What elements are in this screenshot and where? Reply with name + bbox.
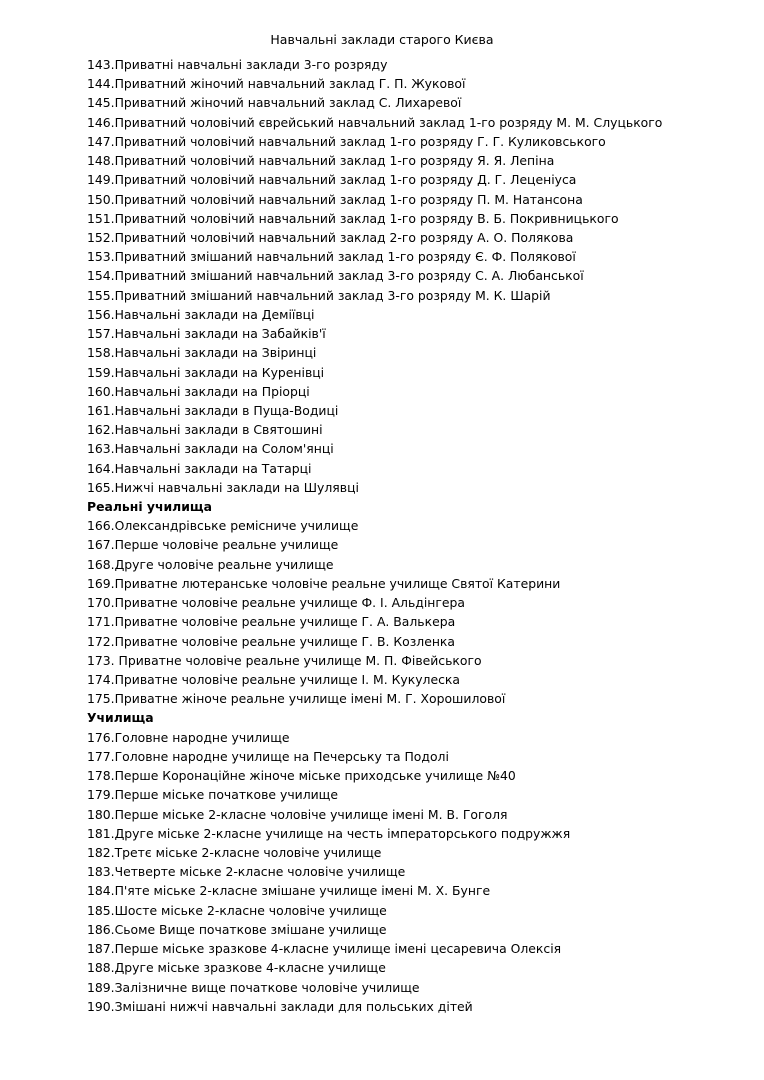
toc-entry: 189.Залізничне вище початкове чоловіче училище: [87, 979, 420, 995]
toc-entry: 186.Сьоме Вище початкове змішане училище: [87, 921, 387, 937]
toc-entry: 172.Приватне чоловіче реальне училище Г. В. Козленка: [87, 633, 456, 649]
toc-entry: 165.Нижчі навчальні заклади на Шулявці: [87, 479, 359, 495]
toc-entry: 169.Приватне лютеранське чоловіче реальне училище Святої Катерини: [87, 575, 561, 591]
section-heading: Реальні училища: [87, 499, 212, 515]
toc-entry: 150.Приватний чоловічий навчальний заклад 1-го розряду П. М. Натансона: [87, 191, 583, 207]
toc-entry: 182.Третє міське 2-класне чоловіче училище: [87, 844, 382, 860]
toc-entry: 188.Друге міське зразкове 4-класне училище: [87, 960, 386, 976]
toc-entry: 183.Четверте міське 2-класне чоловіче училище: [87, 864, 406, 880]
toc-entry: 177.Головне народне училище на Печерську та Подолі: [87, 748, 449, 764]
toc-entry: 163.Навчальні заклади на Солом'янці: [87, 441, 334, 457]
toc-entry: 175.Приватне жіноче реальне училище імені М. Г. Хорошилової: [87, 691, 506, 707]
toc-entry: 181.Друге міське 2-класне училище на честь імператорського подружжя: [87, 825, 571, 841]
toc-entry: 158.Навчальні заклади на Звіринці: [87, 345, 317, 361]
toc-entry: 154.Приватний змішаний навчальний заклад 3-го розряду С. А. Любанської: [87, 268, 584, 284]
toc-entry: 145.Приватний жіночий навчальний заклад С. Лихаревої: [87, 95, 462, 111]
toc-entry: 156.Навчальні заклади на Деміївці: [87, 306, 315, 322]
toc-entry: 185.Шосте міське 2-класне чоловіче училище: [87, 902, 387, 918]
toc-entry: 143.Приватні навчальні заклади 3-го розряду: [87, 57, 388, 72]
toc-entry: 176.Головне народне училище: [87, 729, 290, 745]
toc-entry: 173. Приватне чоловіче реальне училище М. П. Фівейського: [87, 652, 482, 668]
toc-entry: 162.Навчальні заклади в Святошині: [87, 422, 323, 438]
toc-entry: 155.Приватний змішаний навчальний заклад 3-го розряду М. К. Шарій: [87, 287, 551, 303]
toc-entry: 180.Перше міське 2-класне чоловіче училище імені М. В. Гоголя: [87, 806, 508, 822]
toc-entry: 149.Приватний чоловічий навчальний заклад 1-го розряду Д. Г. Леценіуса: [87, 172, 577, 188]
toc-entry: 147.Приватний чоловічий навчальний заклад 1-го розряду Г. Г. Куликовського: [87, 133, 606, 149]
toc-entry: 152.Приватний чоловічий навчальний заклад 2-го розряду А. О. Полякова: [87, 229, 574, 245]
toc-entry: 144.Приватний жіночий навчальний заклад Г. П. Жукової: [87, 76, 466, 92]
toc-entry: 159.Навчальні заклади на Куренівці: [87, 364, 325, 380]
section-heading: Училища: [87, 710, 154, 726]
toc-entry: 167.Перше чоловіче реальне училище: [87, 537, 339, 553]
toc-entry: 168.Друге чоловіче реальне училище: [87, 556, 334, 572]
toc-entry: 174.Приватне чоловіче реальне училище І. М. Кукулеска: [87, 672, 460, 687]
toc-entry: 157.Навчальні заклади на Забайків'ї: [87, 326, 326, 342]
toc-entry: 146.Приватний чоловічий єврейський навчальний заклад 1-го розряду М. М. Слуцького: [87, 114, 663, 130]
toc-entry: 171.Приватне чоловіче реальне училище Г. А. Валькера: [87, 614, 456, 630]
toc-entry: 187.Перше міське зразкове 4-класне училище імені цесаревича Олексія: [87, 941, 562, 957]
toc-entry: 184.П'яте міське 2-класне змішане училище імені М. Х. Бунге: [87, 883, 491, 899]
page-header: Навчальні заклади старого Києва: [270, 32, 494, 47]
toc-entry: 160.Навчальні заклади на Пріорці: [87, 383, 310, 399]
toc-entry: 179.Перше міське початкове училище: [87, 787, 338, 803]
toc-entry: 161.Навчальні заклади в Пуща-Водиці: [87, 402, 339, 418]
toc-entry: 153.Приватний змішаний навчальний заклад 1-го розряду Є. Ф. Полякової: [87, 249, 576, 265]
toc-entry: 170.Приватне чоловіче реальне училище Ф. І. Альдінгера: [87, 595, 465, 611]
toc-entry: 148.Приватний чоловічий навчальний заклад 1-го розряду Я. Я. Лепіна: [87, 153, 555, 169]
toc-entry: 164.Навчальні заклади на Татарці: [87, 460, 312, 476]
toc-entry: 190.Змішані нижчі навчальні заклади для польських дітей: [87, 998, 473, 1014]
toc-entry: 151.Приватний чоловічий навчальний заклад 1-го розряду В. Б. Покривницького: [87, 210, 619, 226]
toc-entry: 166.Олександрівське ремісниче училище: [87, 518, 359, 534]
table-of-contents: [87, 55, 747, 1016]
toc-entry: 178.Перше Коронаційне жіноче міське приходське училище №40: [87, 768, 516, 784]
